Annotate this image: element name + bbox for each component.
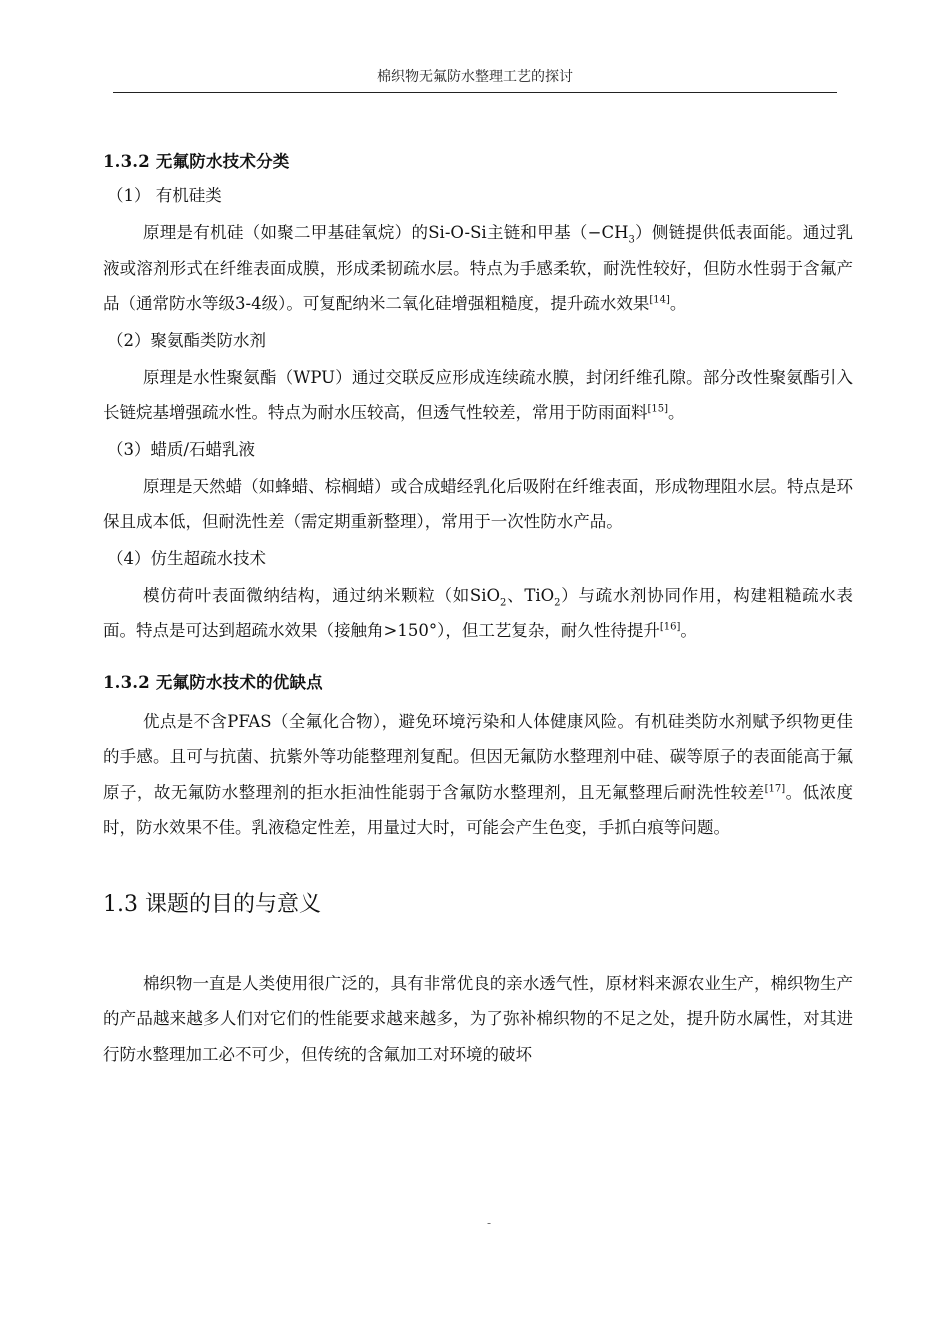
paragraph-text: 原理是天然蜡（如蜂蜡、棕榈蜡）或合成蜡经乳化后吸附在纤维表面，形成物理阻水层。特点是环保且成本低，但耐洗性差（需定期重新整理），常用于一次性防水产品。 (103, 476, 853, 531)
paragraph-text: 模仿荷叶表面微纳结构，通过纳米颗粒（如SiO (143, 585, 501, 605)
paragraph-wax (103, 469, 853, 540)
paragraph-text: 原理是有机硅（如聚二甲基硅氧烷）的Si-O-Si主链和甲基（−CH (143, 223, 629, 242)
citation-ref: [16] (659, 621, 681, 633)
page-footer-mark: - (487, 1216, 492, 1230)
section-heading-purpose: 1.3 课题的目的与意义 (103, 891, 321, 917)
item-label-silicone: （1） 有机硅类 (107, 186, 222, 205)
paragraph-silicone (103, 215, 853, 322)
header-rule (113, 92, 837, 93)
subscript: 3 (628, 234, 635, 246)
paragraph-pros-cons (103, 704, 853, 846)
paragraph-text: 、TiO (506, 585, 555, 605)
subscript: 2 (554, 596, 561, 608)
paragraph-end: 。 (669, 294, 687, 313)
section-heading-pros-cons: 1.3.2 无氟防水技术的优缺点 (103, 672, 323, 692)
paragraph-biomimetic (103, 578, 853, 649)
document-body (103, 150, 853, 1072)
paragraph-polyurethane (103, 360, 853, 431)
paragraph-purpose (103, 966, 853, 1073)
citation-ref: [15] (647, 403, 669, 415)
citation-ref: [17] (764, 783, 786, 794)
citation-ref: [14] (649, 294, 670, 306)
paragraph-text: ）与疏水剂协同作用，构建粗糙疏水表面。特点是可达到超疏水效果（接触角>150°），但工艺复杂，耐久性待提升 (103, 585, 854, 640)
item-label-wax: （3）蜡质/石蜡乳液 (107, 439, 256, 459)
paragraph-text: 棉织物一直是人类使用很广泛的，具有非常优良的亲水透气性，原材料来源农业生产，棉织物生产的产品越来越多人们对它们的性能要求越来越多，为了弥补棉织物的不足之处，提升防水属性，对其进行防水整理加工必不可少，但传统的含氟加工对环境的破坏 (103, 973, 853, 1064)
paragraph-text: ）侧链提供低表面能。通过乳液或溶剂形式在纤维表面成膜，形成柔韧疏水层。特点为手感柔软，耐洗性较好，但防水性弱于含氟产品（通常防水等级3-4级）。可复配纳米二氧化硅增强粗糙度，提升疏水效果 (103, 223, 853, 313)
paragraph-end: 。 (680, 621, 697, 640)
item-label-biomimetic: （4）仿生超疏水技术 (107, 548, 266, 568)
paragraph-end: 。 (668, 403, 685, 422)
paragraph-text: 优点是不含PFAS（全氟化合物），避免环境污染和人体健康风险。有机硅类防水剂赋予织物更佳的手感。且可与抗菌、抗紫外等功能整理剂复配。但因无氟防水整理剂中硅、碳等原子的表面能高于氟原子，故无氟防水整理剂的拒水拒油性能弱于含氟防水整理剂，且无氟整理后耐洗性较差 (103, 711, 853, 802)
item-label-polyurethane: （2）聚氨酯类防水剂 (107, 330, 266, 350)
section-heading-classification: 1.3.2 无氟防水技术分类 (103, 152, 290, 171)
subscript: 2 (500, 596, 507, 608)
running-header: 棉织物无氟防水整理工艺的探讨 (377, 69, 573, 85)
paragraph-text: 原理是水性聚氨酯（WPU）通过交联反应形成连续疏水膜，封闭纤维孔隙。部分改性聚氨酯引入长链烷基增强疏水性。特点为耐水压较高，但透气性较差，常用于防雨面料 (103, 367, 853, 422)
paragraph-text: 。低浓度时，防水效果不佳。乳液稳定性差，用量过大时，可能会产生色变，手抓白痕等问题。 (103, 782, 854, 837)
